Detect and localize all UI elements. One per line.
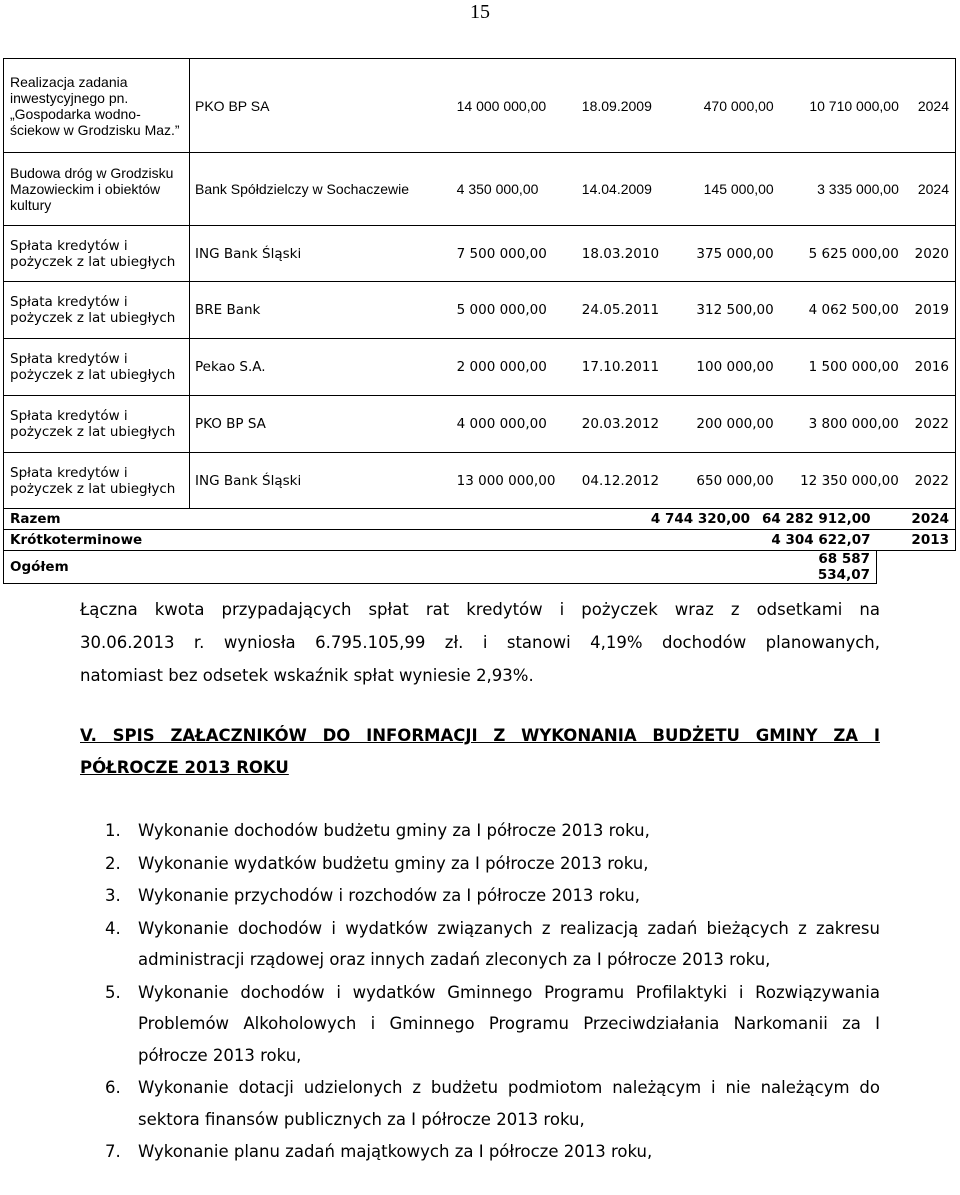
loan-year: 2020 [903,226,956,282]
loan-remaining: 3 335 000,00 [778,153,903,226]
item-text: Wykonanie planu zadań majątkowych za I półrocze 2013 roku, [138,1142,653,1161]
paragraph-line: 30.06.2013 r. wyniosła 6.795.105,99 zł. i stanowi 4,19% dochodów planowanych, [80,633,880,652]
loan-year: 2022 [903,396,956,453]
loan-repaid: 145 000,00 [678,153,778,226]
table-row [4,396,956,453]
attachments-list [105,815,880,1169]
table-row [4,59,956,153]
loan-repaid: 312 500,00 [678,282,778,339]
summary-value: 64 282 912,00 [756,509,877,530]
item-text: Wykonanie wydatków budżetu gminy za I półrocze 2013 roku, [138,853,649,873]
table-row [4,226,956,282]
loan-repaid: 200 000,00 [678,396,778,453]
loan-date: 24.05.2011 [578,282,678,339]
list-item [105,815,880,847]
loan-bank: Pekao S.A. [190,339,453,396]
loan-bank: PKO BP SA [190,396,453,453]
summary-label: Ogółem [4,551,637,584]
loan-remaining: 10 710 000,00 [778,59,903,153]
loan-bank: ING Bank Śląski [190,453,453,509]
list-item [105,913,880,976]
list-item [105,1136,880,1168]
loan-remaining: 3 800 000,00 [778,396,903,453]
item-number: 1. [105,821,121,840]
loan-date: 20.03.2012 [578,396,678,453]
loan-remaining: 1 500 000,00 [778,339,903,396]
loan-bank: BRE Bank [190,282,453,339]
debt-paragraph [80,593,880,692]
list-item [105,977,880,1072]
loan-purpose: Spłata kredytów i pożyczek z lat ubiegłych [4,339,190,396]
item-text: Wykonanie dochodów budżetu gminy za I półrocze 2013 roku, [138,821,650,840]
loan-year: 2016 [903,339,956,396]
heading-line: V. SPIS ZAŁACZNIKÓW DO INFORMACJI Z WYKONANIA BUDŻETU GMINY ZA I [80,726,880,745]
loan-date: 18.03.2010 [578,226,678,282]
summary-table [3,508,956,584]
paragraph-line: Łączna kwota przypadających spłat rat kredytów i pożyczek wraz z odsetkami na [80,600,880,619]
summary-row-razem [4,509,956,530]
item-text: Wykonanie dochodów i wydatków Gminnego Programu Profilaktyki i Rozwiązywania Problemów Alkoholowych i Gminnego Programu Przeciwdziałania Narkomanii za I półrocze 2013 roku, [138,982,880,1065]
summary-empty [877,551,956,584]
loan-year: 2022 [903,453,956,509]
list-item [105,848,880,880]
table-row [4,282,956,339]
loan-amount: 14 000 000,00 [453,59,578,153]
loan-purpose: Realizacja zadania inwestycyjnego pn. „Gospodarka wodno-ściekow w Grodzisku Maz.” [4,59,190,153]
loan-remaining: 5 625 000,00 [778,226,903,282]
loan-year: 2019 [903,282,956,339]
loan-date: 17.10.2011 [578,339,678,396]
loan-bank: PKO BP SA [190,59,453,153]
loan-purpose: Spłata kredytów i pożyczek z lat ubiegłych [4,396,190,453]
loan-date: 14.04.2009 [578,153,678,226]
loan-purpose: Spłata kredytów i pożyczek z lat ubiegłych [4,226,190,282]
loan-amount: 2 000 000,00 [453,339,578,396]
summary-value: 68 587 534,07 [756,551,877,584]
loan-date: 04.12.2012 [578,453,678,509]
table-row [4,153,956,226]
loan-amount: 4 000 000,00 [453,396,578,453]
loan-bank: Bank Spółdzielczy w Sochaczewie [190,153,453,226]
loan-amount: 7 500 000,00 [453,226,578,282]
summary-value: 4 744 320,00 [636,509,756,530]
paragraph-line: natomiast bez odsetek wskaźnik spłat wyniesie 2,93%. [80,666,534,685]
summary-row-ogolem [4,551,956,584]
loan-remaining: 4 062 500,00 [778,282,903,339]
loan-year: 2024 [903,153,956,226]
summary-label: Razem [4,509,637,530]
loan-date: 18.09.2009 [578,59,678,153]
summary-year: 2024 [877,509,956,530]
summary-spacer [636,551,756,584]
loan-amount: 4 350 000,00 [453,153,578,226]
loan-repaid: 470 000,00 [678,59,778,153]
loan-purpose: Budowa dróg w Grodzisku Mazowieckim i obiektów kultury [4,153,190,226]
loan-amount: 5 000 000,00 [453,282,578,339]
loan-amount: 13 000 000,00 [453,453,578,509]
loan-repaid: 375 000,00 [678,226,778,282]
page-number: 15 [470,1,490,23]
item-text: Wykonanie przychodów i rozchodów za I półrocze 2013 roku, [138,886,640,905]
list-item [105,1072,880,1135]
section-heading [80,720,880,784]
item-number: 4. [105,918,121,938]
table-row [4,453,956,509]
item-text: Wykonanie dochodów i wydatków związanych z realizacją zadań bieżących z zakresu administracji rządowej oraz innych zadań zleconych za I półrocze 2013 roku, [138,918,880,969]
item-text: Wykonanie dotacji udzielonych z budżetu podmiotom należącym i nie należącym do sektora finansów publicznych za I półrocze 2013 roku, [138,1078,880,1129]
item-number: 3. [105,886,121,905]
loans-table [3,58,956,509]
loan-year: 2024 [903,59,956,153]
loan-purpose: Spłata kredytów i pożyczek z lat ubiegłych [4,453,190,509]
item-number: 6. [105,1078,121,1097]
loan-repaid: 650 000,00 [678,453,778,509]
item-number: 7. [105,1142,121,1161]
heading-line: PÓŁROCZE 2013 ROKU [80,758,289,777]
loan-bank: ING Bank Śląski [190,226,453,282]
table-row [4,339,956,396]
loan-purpose: Spłata kredytów i pożyczek z lat ubiegłych [4,282,190,339]
loan-repaid: 100 000,00 [678,339,778,396]
summary-year: 2013 [877,530,956,551]
list-item [105,880,880,912]
loan-remaining: 12 350 000,00 [778,453,903,509]
item-number: 5. [105,982,121,1002]
summary-row-krotkoterminowe [4,530,956,551]
item-number: 2. [105,853,121,873]
summary-value: 4 304 622,07 [756,530,877,551]
summary-spacer [636,530,756,551]
summary-label: Krótkoterminowe [4,530,637,551]
